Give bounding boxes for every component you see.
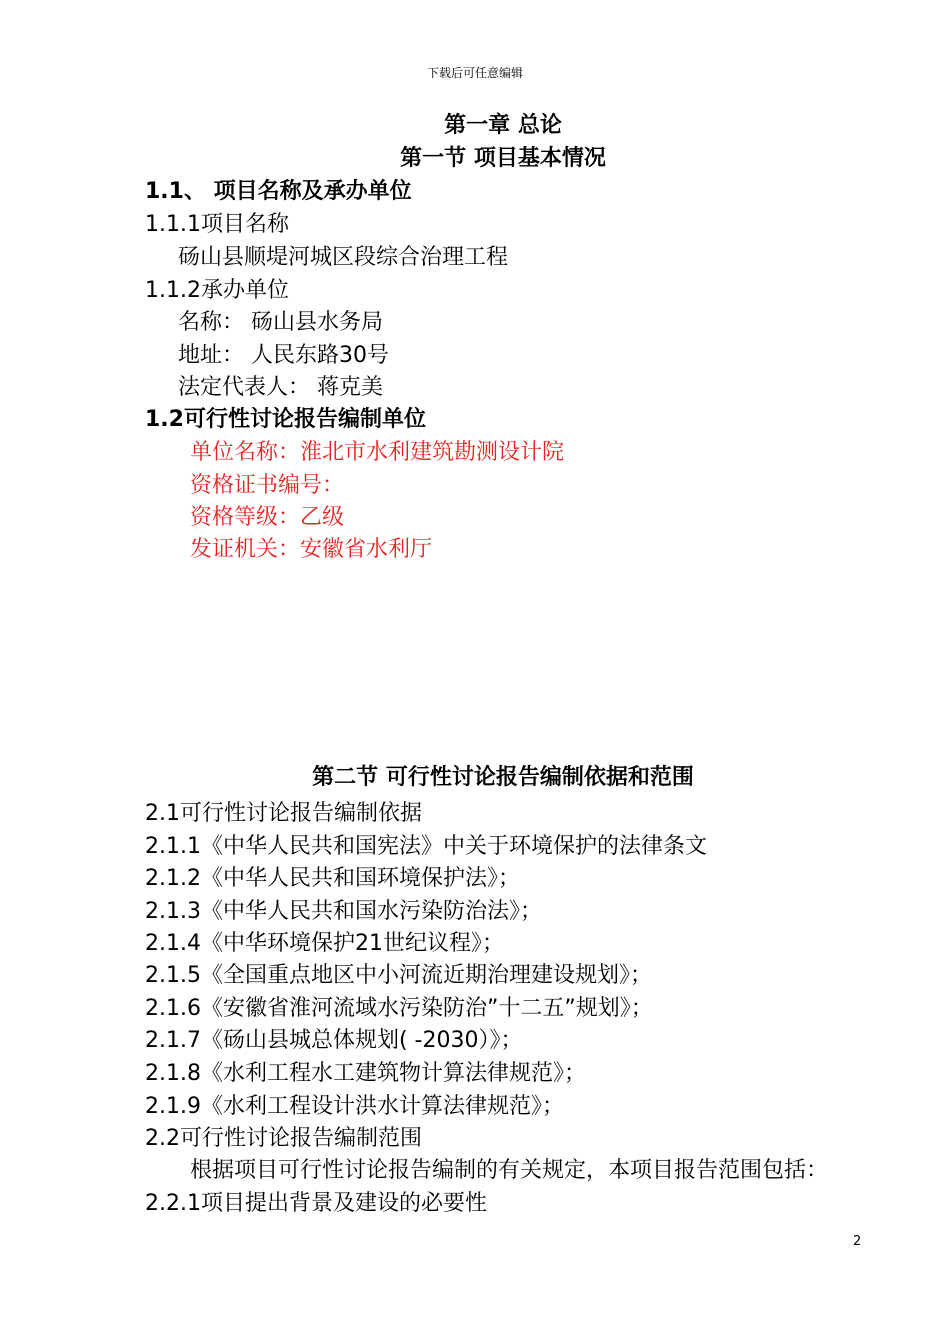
scope-intro: 根据项目可行性讨论报告编制的有关规定，本项目报告范围包括： (190, 1158, 829, 1183)
org-name: 名称： 砀山县水务局 (178, 310, 383, 335)
heading-2-2-1: 2.2.1项目提出背景及建设的必要性 (145, 1191, 487, 1216)
basis-item: 2.1.5《全国重点地区中小河流近期治理建设规划》； (145, 963, 652, 988)
basis-item: 2.1.4《中华环境保护21世纪议程》； (145, 931, 504, 956)
basis-item: 2.1.9《水利工程设计洪水计算法律规范》； (145, 1094, 564, 1119)
org-address: 地址： 人民东路30号 (178, 343, 389, 368)
compiler-unit-name: 单位名称：淮北市水利建筑勘测设计院 (190, 440, 565, 465)
qualification-grade: 资格等级：乙级 (190, 505, 345, 530)
page-header-note: 下载后可任意编辑 (426, 66, 523, 80)
heading-2-2: 2.2可行性讨论报告编制范围 (145, 1126, 422, 1151)
basis-item: 2.1.6《安徽省淮河流域水污染防治”十二五”规划》； (145, 996, 653, 1021)
basis-item: 2.1.8《水利工程水工建筑物计算法律规范》； (145, 1061, 586, 1086)
basis-item: 2.1.7《砀山县城总体规划( -2030）》； (145, 1028, 523, 1053)
heading-1-1: 1.1、 项目名称及承办单位 (145, 179, 412, 204)
heading-1-1-1: 1.1.1项目名称 (145, 212, 289, 237)
certificate-issuer: 发证机关：安徽省水利厅 (190, 537, 433, 562)
heading-1-1-2: 1.1.2承办单位 (145, 278, 289, 303)
org-legal-representative: 法定代表人： 蒋克美 (178, 375, 383, 400)
basis-item: 2.1.1《中华人民共和国宪法》中关于环境保护的法律条文 (145, 834, 707, 859)
section-2-title: 第二节 可行性讨论报告编制依据和范围 (312, 765, 694, 790)
basis-item: 2.1.2《中华人民共和国环境保护法》； (145, 866, 520, 891)
heading-2-1: 2.1可行性讨论报告编制依据 (145, 801, 422, 826)
heading-1-2: 1.2可行性讨论报告编制单位 (145, 407, 426, 432)
certificate-number: 资格证书编号： (190, 473, 345, 498)
chapter-title: 第一章 总论 (444, 113, 562, 138)
section-1-title: 第一节 项目基本情况 (400, 146, 606, 171)
project-name: 砀山县顺堤河城区段综合治理工程 (178, 245, 509, 270)
page-number: 2 (853, 1234, 862, 1249)
basis-item: 2.1.3《中华人民共和国水污染防治法》； (145, 899, 542, 924)
